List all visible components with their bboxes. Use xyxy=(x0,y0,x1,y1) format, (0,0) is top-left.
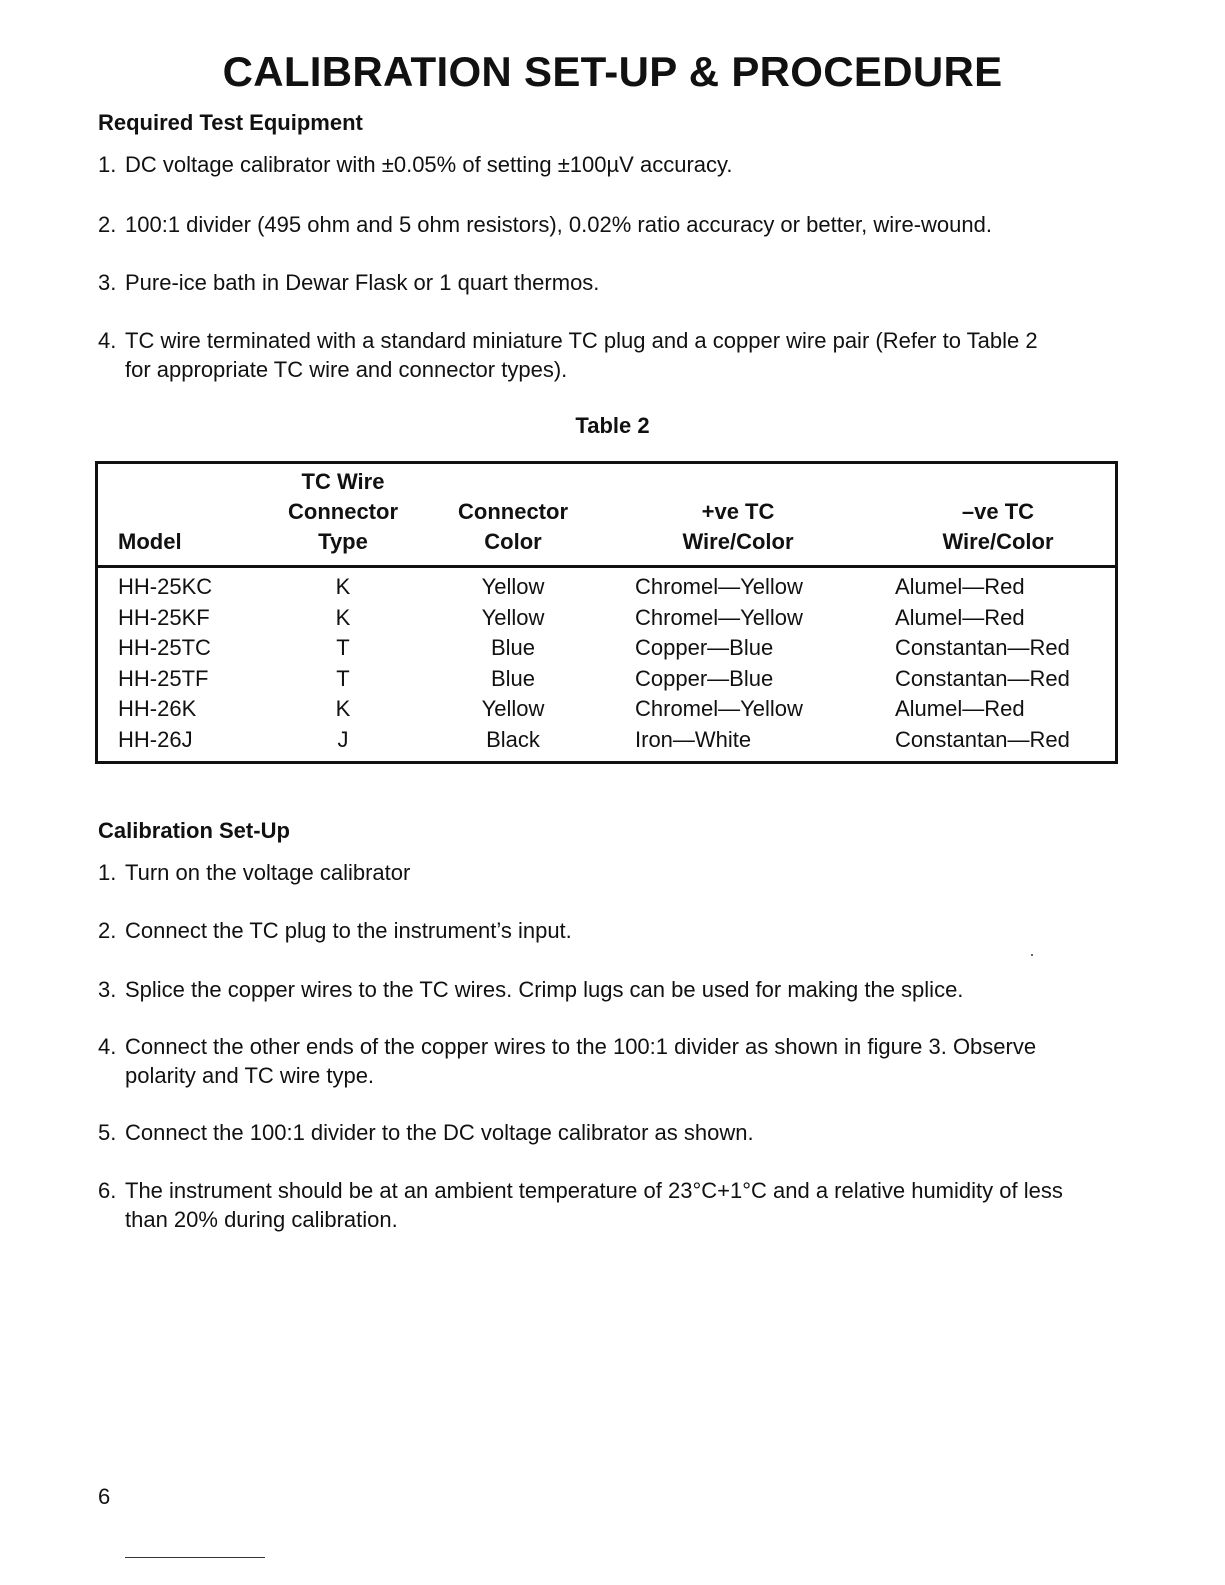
setup-step xyxy=(98,975,1108,1004)
cell-connector-color: Yellow xyxy=(481,574,545,599)
step-text: The instrument should be at an ambient temperature of 23°C+1°C and a relative humidity of less than 20% during calibration. xyxy=(125,1178,1063,1232)
table-row xyxy=(98,603,1115,634)
cell-negative-wire: Constantan—Red xyxy=(895,635,1070,660)
step-number: 1. xyxy=(98,860,117,885)
calibration-setup-heading: Calibration Set-Up xyxy=(98,818,290,843)
equipment-item xyxy=(98,326,1058,384)
cell-negative-wire: Alumel—Red xyxy=(895,574,1025,599)
table-body xyxy=(98,572,1115,755)
tc-wire-table xyxy=(95,461,1118,764)
step-number: 2. xyxy=(98,918,117,943)
cell-connector-type: T xyxy=(336,635,350,660)
header-connector-color: Connector Color xyxy=(458,499,568,554)
step-text: Turn on the voltage calibrator xyxy=(125,860,411,885)
cell-negative-wire: Alumel—Red xyxy=(895,696,1025,721)
cell-connector-color: Blue xyxy=(490,635,536,660)
cell-negative-wire: Alumel—Red xyxy=(895,604,1025,630)
item-number: 3. xyxy=(98,270,117,295)
cell-connector-color: Yellow xyxy=(481,604,545,630)
cell-model: HH-25KF xyxy=(118,604,210,630)
item-text: Pure-ice bath in Dewar Flask or 1 quart thermos. xyxy=(125,270,600,295)
cell-positive-wire: Chromel—Yellow xyxy=(635,696,803,721)
cell-model: HH-26K xyxy=(118,696,197,721)
cell-positive-wire: Chromel—Yellow xyxy=(635,604,803,630)
step-number: 3. xyxy=(98,977,117,1002)
table-row xyxy=(98,664,1115,695)
cell-negative-wire: Constantan—Red xyxy=(895,665,1070,691)
footer-rule xyxy=(125,1557,265,1558)
required-equipment-heading: Required Test Equipment xyxy=(98,110,363,135)
item-number: 1. xyxy=(98,152,117,177)
cell-model: HH-25KC xyxy=(118,574,213,599)
setup-step xyxy=(98,916,1108,945)
cell-model: HH-25TF xyxy=(118,665,209,691)
table-row xyxy=(98,572,1115,603)
step-number: 6. xyxy=(98,1178,117,1203)
cell-connector-color: Blue xyxy=(490,665,536,691)
cell-connector-color: Yellow xyxy=(481,696,545,721)
cell-connector-type: J xyxy=(337,726,349,752)
setup-step xyxy=(98,858,1108,887)
equipment-item xyxy=(98,210,1108,239)
cell-positive-wire: Iron—White xyxy=(635,726,752,752)
cell-positive-wire: Chromel—Yellow xyxy=(635,574,803,599)
setup-step xyxy=(98,1176,1108,1234)
setup-step xyxy=(98,1032,1058,1090)
table-row xyxy=(98,633,1115,664)
item-text: TC wire terminated with a standard miniature TC plug and a copper wire pair (Refer to Table 2 for appropriate TC wire and connector types). xyxy=(125,328,1038,382)
item-number: 2. xyxy=(98,212,117,237)
header-negative-wire: –ve TC Wire/Color xyxy=(942,499,1054,554)
step-number: 4. xyxy=(98,1034,117,1059)
cell-model: HH-25TC xyxy=(118,635,211,660)
scan-speck xyxy=(1031,954,1033,956)
cell-connector-color: Black xyxy=(486,726,540,752)
header-positive-wire: +ve TC Wire/Color xyxy=(682,499,794,554)
step-text: Connect the TC plug to the instrument’s input. xyxy=(125,918,572,943)
cell-negative-wire: Constantan—Red xyxy=(895,726,1070,752)
page-title: CALIBRATION SET-UP & PROCEDURE xyxy=(222,48,1003,95)
cell-connector-type: T xyxy=(336,665,350,691)
item-number: 4. xyxy=(98,328,117,353)
table-row xyxy=(98,694,1115,725)
header-connector-type: TC Wire Connector Type xyxy=(288,469,398,554)
cell-model: HH-26J xyxy=(118,726,193,752)
cell-connector-type: K xyxy=(335,574,351,599)
cell-connector-type: K xyxy=(335,696,351,721)
equipment-item xyxy=(98,150,1108,179)
step-text: Splice the copper wires to the TC wires. Crimp lugs can be used for making the splice. xyxy=(125,977,964,1002)
equipment-item xyxy=(98,268,1108,297)
item-text: 100:1 divider (495 ohm and 5 ohm resistors), 0.02% ratio accuracy or better, wire-wound. xyxy=(125,212,992,237)
step-text: Connect the other ends of the copper wires to the 100:1 divider as shown in figure 3. Observe polarity and TC wire type. xyxy=(125,1034,1037,1088)
cell-connector-type: K xyxy=(335,604,351,630)
header-model: Model xyxy=(118,529,182,554)
table-row xyxy=(98,725,1115,756)
step-text: Connect the 100:1 divider to the DC voltage calibrator as shown. xyxy=(125,1120,754,1145)
item-text: DC voltage calibrator with ±0.05% of setting ±100µV accuracy. xyxy=(125,152,733,177)
setup-step xyxy=(98,1118,1108,1147)
table-caption: Table 2 xyxy=(575,413,650,438)
page-number: 6 xyxy=(98,1484,111,1509)
cell-positive-wire: Copper—Blue xyxy=(635,635,774,660)
step-number: 5. xyxy=(98,1120,117,1145)
cell-positive-wire: Copper—Blue xyxy=(635,665,774,691)
table-header xyxy=(98,464,1115,568)
